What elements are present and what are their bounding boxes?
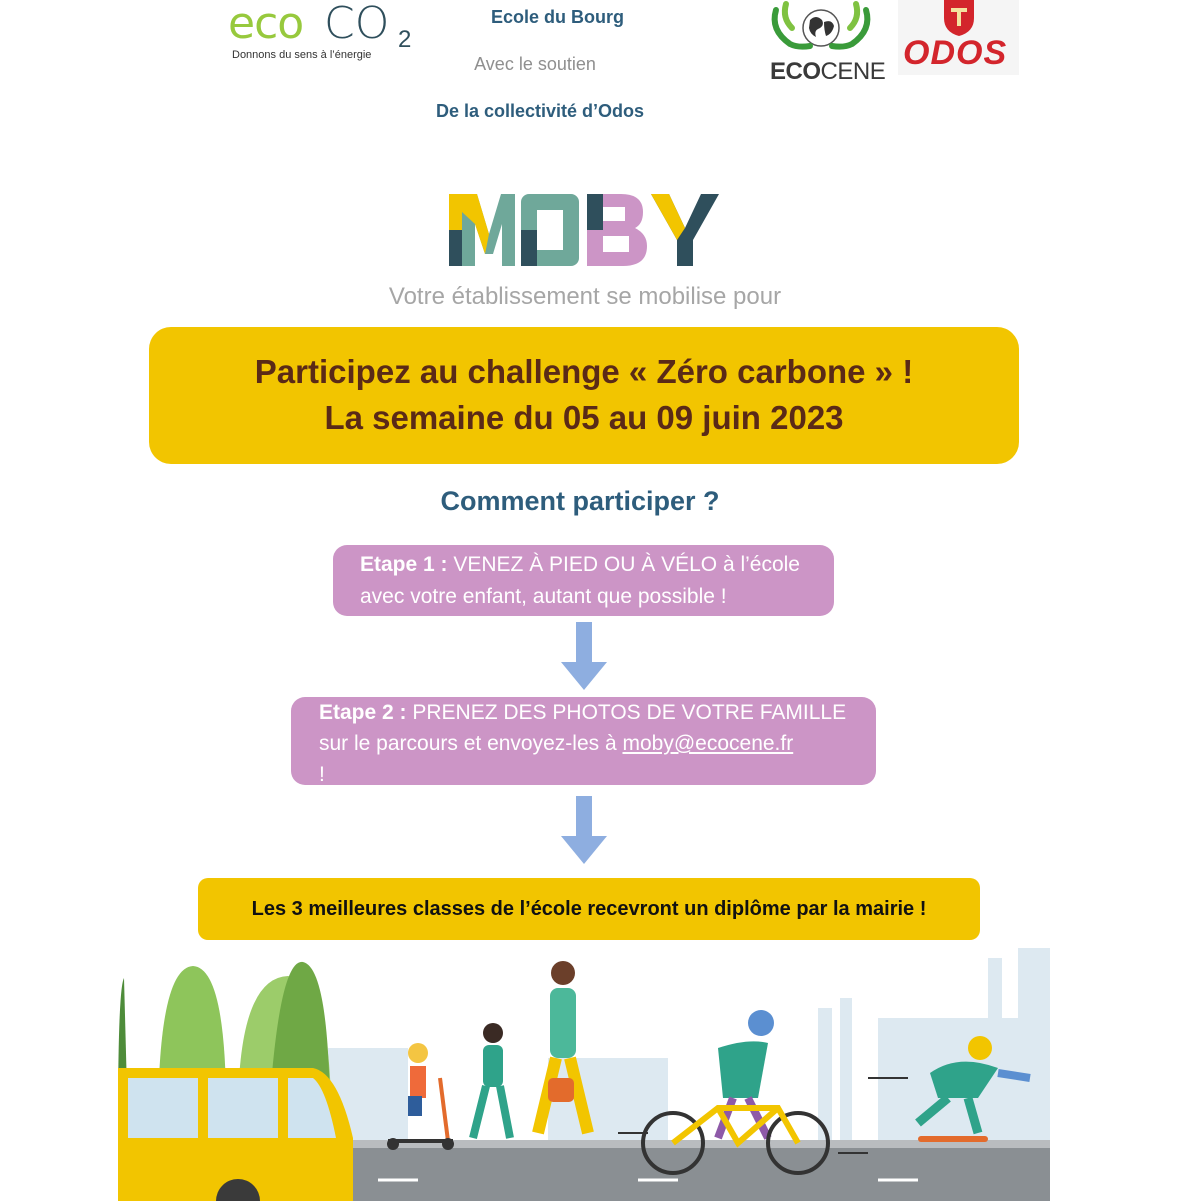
ecoco2-logo-eco: eco — [228, 0, 304, 49]
moby-letter-m — [449, 194, 515, 266]
down-arrow-icon — [561, 796, 607, 864]
step-1-label: Etape 1 : — [360, 553, 448, 576]
how-to-participate-title: Comment participer ? — [440, 486, 720, 516]
down-arrow-icon — [561, 622, 607, 690]
coat-of-arms-icon — [941, 0, 977, 36]
child-walking-icon — [473, 1023, 510, 1138]
odos-logo — [898, 0, 1019, 75]
ecocene-wordmark: ECOCENE — [770, 58, 886, 85]
step-1-box — [333, 545, 834, 616]
support-text: Avec le soutien — [474, 54, 596, 74]
city-skyline — [248, 948, 1050, 1150]
ecoco2-logo-sub: 2 — [398, 26, 412, 53]
moby-letter-o — [521, 194, 579, 266]
commute-illustration — [118, 948, 1050, 1201]
school-bus-icon — [118, 1068, 353, 1201]
ecoco2-tagline: Donnons du sens à l’énergie — [232, 49, 372, 61]
step-2-box — [291, 697, 876, 785]
challenge-banner — [149, 327, 1019, 464]
odos-wordmark: ODOS — [903, 34, 1008, 72]
school-name: Ecole du Bourg — [490, 7, 624, 27]
ecoco2-logo-co: CO — [324, 0, 390, 49]
step-2-text: PRENEZ DES PHOTOS DE VOTRE FAMILLE sur le parcours et envoyez-les à — [319, 701, 847, 755]
step-2-label: Etape 2 : — [319, 701, 407, 724]
moby-logo — [449, 194, 719, 266]
email-link[interactable]: moby@ecocene.fr — [622, 732, 794, 755]
ecocene-logo — [766, 0, 886, 90]
ecoco2-logo — [228, 0, 428, 64]
moby-subtitle: Votre établissement se mobilise pour — [388, 283, 782, 310]
globe-people-icon — [766, 0, 876, 60]
moby-letter-b — [587, 194, 647, 266]
moby-letter-y — [651, 194, 719, 266]
step-1-text: VENEZ À PIED OU À VÉLO à l’école avec votre enfant, autant que possible ! — [360, 553, 800, 608]
prize-banner: Les 3 meilleures classes de l’école recevront un diplôme par la mairie ! — [198, 878, 980, 940]
collectivity-text: De la collectivité d’Odos — [435, 101, 645, 121]
step-2-tail: ! — [319, 763, 325, 786]
banner-line-1: Participez au challenge « Zéro carbone » ! — [254, 353, 914, 390]
banner-line-2: La semaine du 05 au 09 juin 2023 — [324, 399, 844, 436]
